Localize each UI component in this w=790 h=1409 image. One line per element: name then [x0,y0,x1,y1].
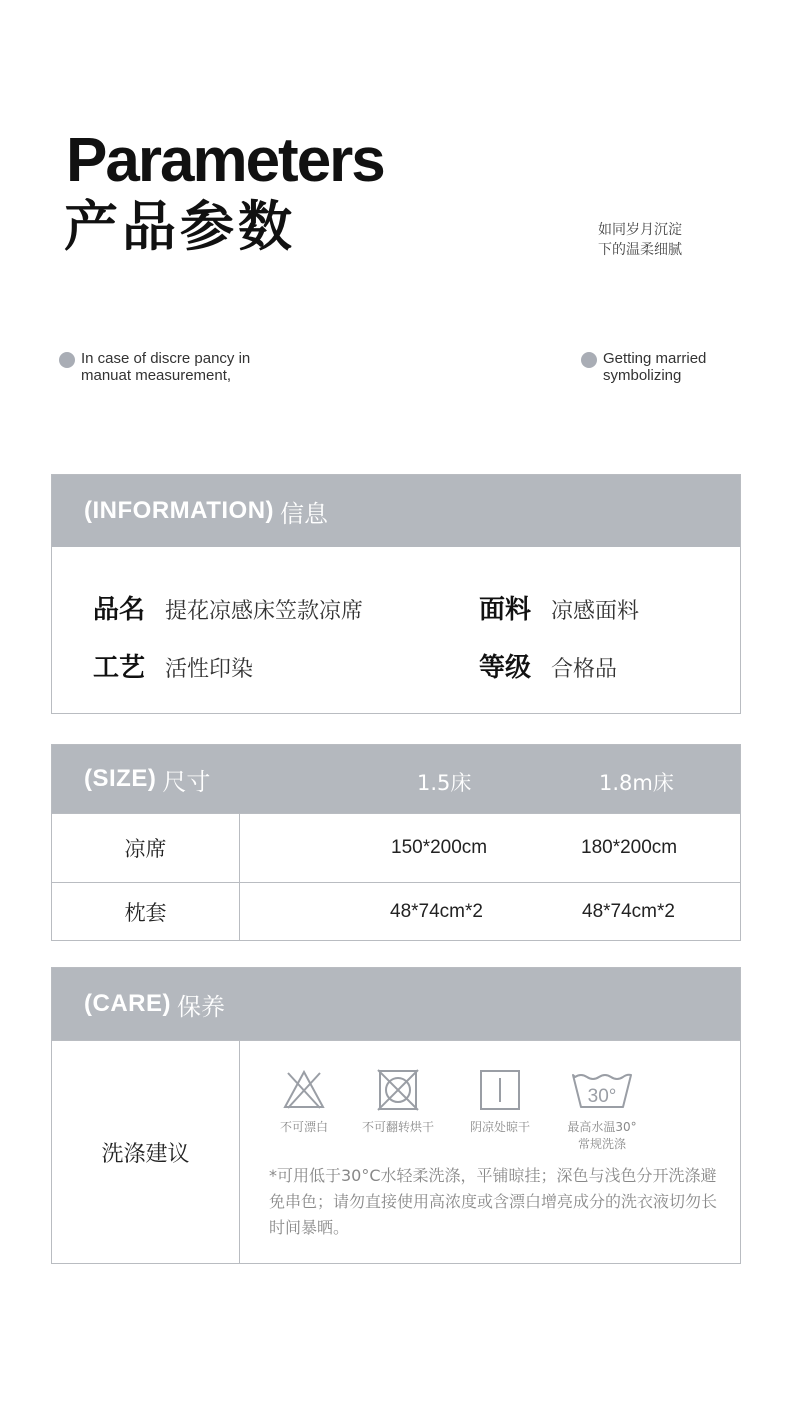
info-key: 品名 [93,595,146,625]
page-title-cn: 产品参数 [64,195,296,258]
tagline [598,220,682,260]
note-right-line-2: symbolizing [603,367,682,384]
info-value: 提花凉感床笠款凉席 [165,599,364,624]
size-header-en: (SIZE) [84,765,157,792]
info-item-craft [93,647,253,684]
table-row [52,813,740,882]
bullet-dot-icon [59,352,75,368]
wash-temp-label: 30° [587,1086,617,1107]
tagline-line-1: 如同岁月沉淀 [598,222,682,238]
size-column-header: 1.5床 [417,771,472,795]
care-caption: 不可翻转烘干 [361,1120,434,1134]
info-key: 工艺 [93,653,146,683]
size-cell: 48*74cm*2 [582,900,675,922]
care-caption: 阴凉处晾干 [469,1120,530,1134]
care-symbol [348,1069,448,1136]
info-item-name [93,589,363,626]
note-right [581,350,706,384]
note-right-line-1: Getting married [603,350,707,367]
care-symbol [254,1069,354,1136]
wash-30-icon [571,1069,633,1111]
care-label: 洗涤建议 [52,1041,240,1263]
bullet-dot-icon [581,352,597,368]
care-panel-header [52,968,740,1040]
note-left-line-1: In case of discre pancy in [81,350,251,367]
size-row-label: 凉席 [52,814,240,882]
care-header-cn: 保养 [177,992,225,1021]
info-key: 面料 [479,595,532,625]
info-value: 凉感面料 [551,599,640,624]
size-column-header: 1.8m床 [599,771,674,795]
page-title-en: Parameters [66,126,384,195]
size-cell: 150*200cm [391,837,488,858]
size-panel [51,744,741,941]
care-panel [51,967,741,1264]
table-row [52,882,740,940]
size-cell: 48*74cm*2 [390,900,483,922]
care-body [52,1040,740,1263]
tagline-line-2: 下的温柔细腻 [598,242,682,258]
care-caption-line-2: 常规洗涤 [577,1137,626,1151]
shade-dry-icon [478,1069,522,1111]
size-panel-header [52,745,740,813]
care-caption-line-1: 最高水温30° [567,1120,637,1134]
size-row-label: 枕套 [52,883,240,940]
info-panel [51,474,741,714]
size-cell: 180*200cm [581,837,678,858]
info-panel-header [52,475,740,547]
size-header-cn: 尺寸 [162,767,211,796]
no-bleach-icon [282,1069,326,1111]
info-value: 合格品 [551,657,618,682]
care-caption [552,1119,652,1153]
info-header-en: (INFORMATION) [84,497,275,524]
care-caption: 不可漂白 [279,1120,328,1134]
info-header-cn: 信息 [280,499,329,528]
care-symbol [450,1069,550,1136]
care-instructions: *可用低于30°C水轻柔洗涤，平铺晾挂；深色与浅色分开洗涤避免串色；请勿直接使用高浓度或含漂白增亮成分的洗衣液切勿长时间暴晒。 [269,1166,718,1237]
info-body [52,547,740,713]
care-header-en: (CARE) [84,990,171,1017]
care-symbol [552,1069,652,1153]
info-value: 活性印染 [165,657,254,682]
info-item-grade [479,647,617,684]
no-tumble-dry-icon [376,1069,420,1111]
info-item-fabric [479,589,639,626]
info-key: 等级 [479,653,532,683]
note-left [59,350,250,384]
note-left-line-2: manuat measurement, [81,367,232,384]
